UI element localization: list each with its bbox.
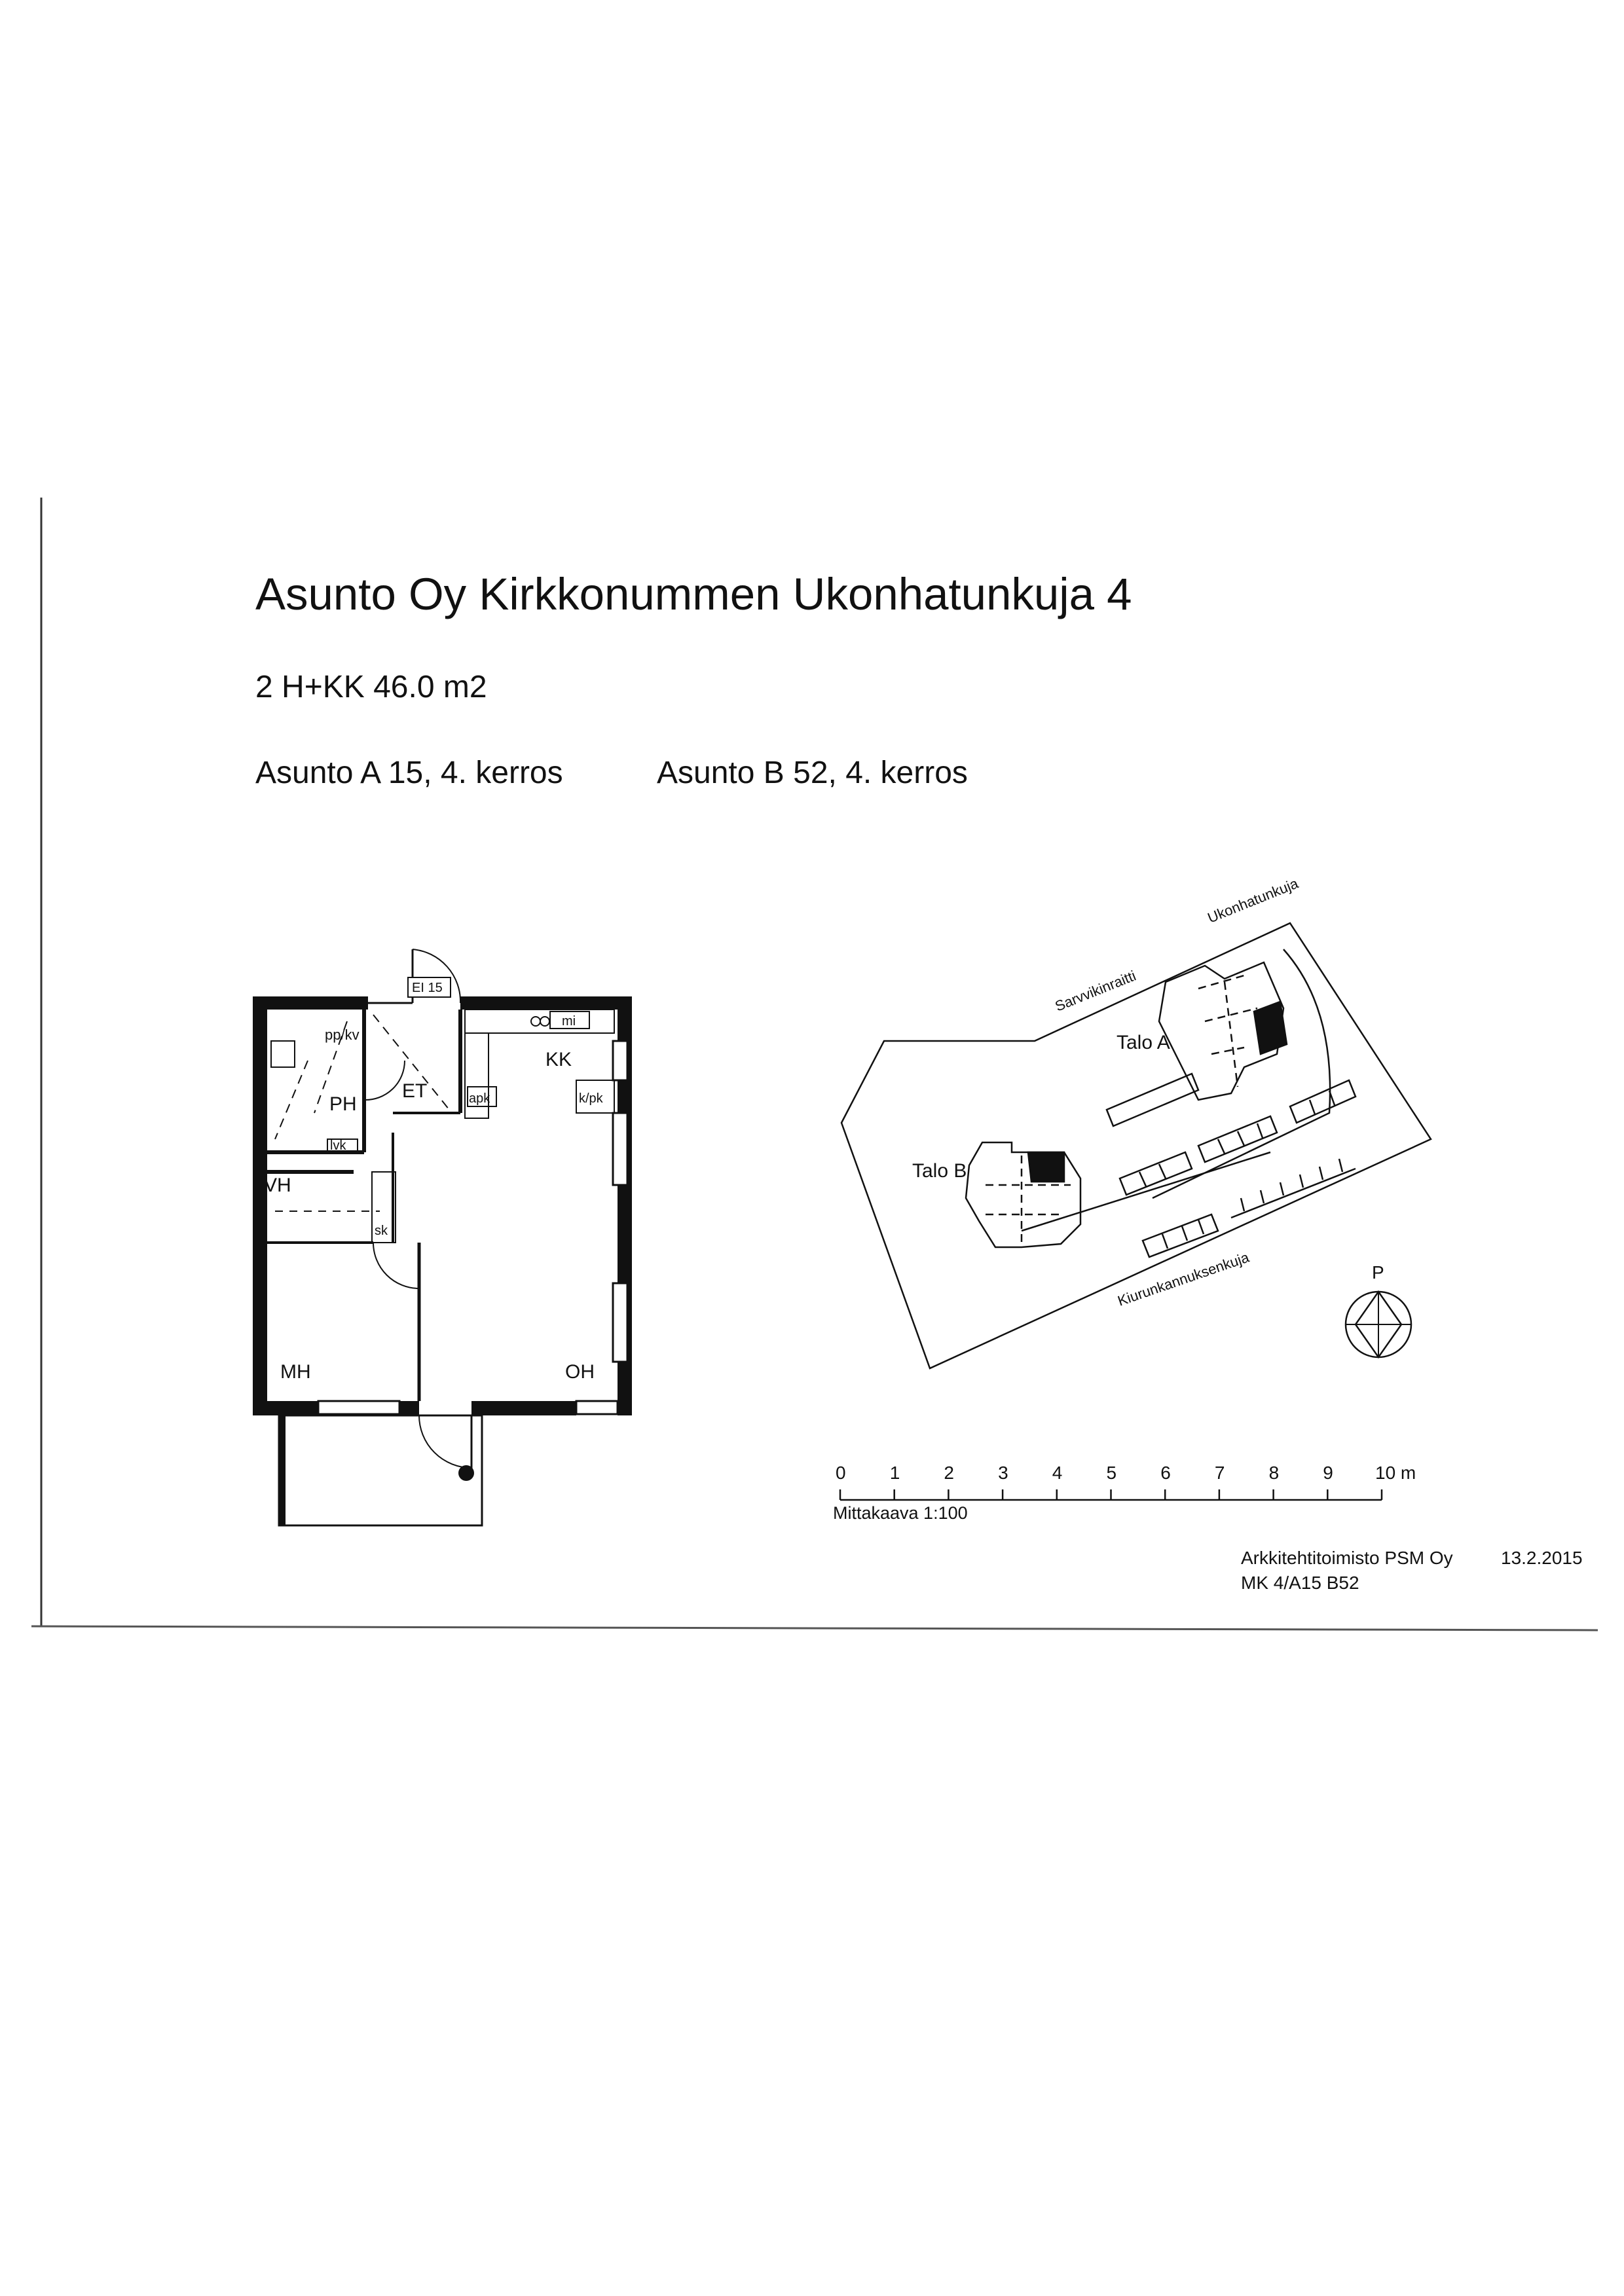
room-label-kk: KK xyxy=(545,1049,572,1070)
street-label-ukonhatunkuja: Ukonhatunkuja xyxy=(1205,875,1301,926)
talo-a-internal xyxy=(1198,975,1257,1087)
page-title: Asunto Oy Kirkkonummen Ukonhatunkuja 4 xyxy=(255,569,1132,619)
drain-icon xyxy=(458,1465,474,1481)
carport-3 xyxy=(1198,1116,1277,1162)
scale-tick-label: 10 m xyxy=(1375,1463,1416,1483)
scale-bar xyxy=(840,1489,1382,1500)
scale-tick-label: 3 xyxy=(998,1463,1008,1483)
bedroom-door-swing xyxy=(373,1243,419,1288)
apartment-type: 2 H+KK 46.0 m2 xyxy=(255,670,487,704)
scale-tick-label: 0 xyxy=(836,1463,846,1483)
architect-name: Arkkitehtitoimisto PSM Oy xyxy=(1241,1548,1453,1568)
sheet-border-bottom xyxy=(31,1626,1598,1630)
balcony xyxy=(279,1415,482,1525)
talo-b-highlight xyxy=(1028,1152,1064,1182)
hob-ring xyxy=(531,1017,540,1026)
wall-north-left xyxy=(253,996,368,1010)
fixture-label-pp-kv: pp/kv xyxy=(325,1027,360,1043)
fixture-label-sk: sk xyxy=(375,1224,388,1238)
fixture-label-k-pk: k/pk xyxy=(579,1091,603,1106)
carport-5 xyxy=(1143,1214,1218,1257)
wall-south-right xyxy=(471,1401,576,1415)
room-label-vh: VH xyxy=(264,1175,291,1196)
carport-1 xyxy=(1107,1074,1198,1126)
unit-a-label: Asunto A 15, 4. kerros xyxy=(255,756,563,790)
scale-tick-label: 2 xyxy=(944,1463,954,1483)
room-label-oh: OH xyxy=(565,1361,595,1383)
scale-caption: Mittakaava 1:100 xyxy=(833,1503,968,1523)
scale-tick-label: 6 xyxy=(1160,1463,1171,1483)
fixture-label-apk: apk xyxy=(469,1091,490,1106)
window-east-3 xyxy=(613,1283,627,1362)
parking-stalls xyxy=(1231,1159,1356,1218)
drawing-date: 13.2.2015 xyxy=(1501,1548,1583,1568)
unit-b-label: Asunto B 52, 4. kerros xyxy=(657,756,968,790)
window-east-1 xyxy=(613,1041,627,1080)
balcony-wall xyxy=(279,1415,286,1525)
window-east-2 xyxy=(613,1113,627,1185)
street-label-sarvvikinraitti: Sarvvikinraitti xyxy=(1052,967,1139,1015)
toilet-icon xyxy=(271,1041,295,1067)
building-label-talo-b: Talo B xyxy=(912,1160,967,1182)
building-label-talo-a: Talo A xyxy=(1116,1032,1170,1053)
wall-west xyxy=(253,996,267,1415)
north-label: P xyxy=(1372,1262,1384,1283)
drawing-code: MK 4/A15 B52 xyxy=(1241,1573,1359,1593)
scale-tick-label: 5 xyxy=(1106,1463,1117,1483)
north-arrow-icon xyxy=(1346,1292,1411,1357)
talo-a-highlight xyxy=(1254,1002,1287,1054)
fixture-label-lvk: lvk xyxy=(330,1139,346,1153)
floor-plan xyxy=(253,949,632,1525)
room-label-ph: PH xyxy=(329,1093,357,1115)
ceiling-line-2 xyxy=(275,1061,308,1139)
wall-north-right xyxy=(460,996,632,1010)
street-label-kiurunkannuksenkuja: Kiurunkannuksenkuja xyxy=(1115,1248,1251,1309)
scale-tick-label: 4 xyxy=(1052,1463,1063,1483)
room-label-mh: MH xyxy=(280,1361,311,1383)
bathroom-door-swing xyxy=(364,1061,405,1100)
scale-tick-label: 7 xyxy=(1214,1463,1225,1483)
scale-tick-label: 8 xyxy=(1268,1463,1280,1483)
scale-tick-label: 9 xyxy=(1323,1463,1333,1483)
scale-tick-label: 1 xyxy=(889,1463,900,1483)
fixture-label-mi: mi xyxy=(562,1014,576,1029)
window-south-1 xyxy=(318,1401,399,1414)
scale-labels xyxy=(836,1463,1416,1483)
window-south-2 xyxy=(576,1401,618,1414)
scale-ticks xyxy=(840,1489,1382,1500)
door-tag-label: EI 15 xyxy=(412,981,443,995)
balcony-door-swing xyxy=(419,1415,471,1468)
site-plan xyxy=(841,875,1431,1368)
wall-south-mid xyxy=(399,1401,419,1415)
room-label-et: ET xyxy=(402,1080,428,1102)
wall-south-left xyxy=(253,1401,318,1415)
hob-ring-2 xyxy=(540,1017,549,1026)
